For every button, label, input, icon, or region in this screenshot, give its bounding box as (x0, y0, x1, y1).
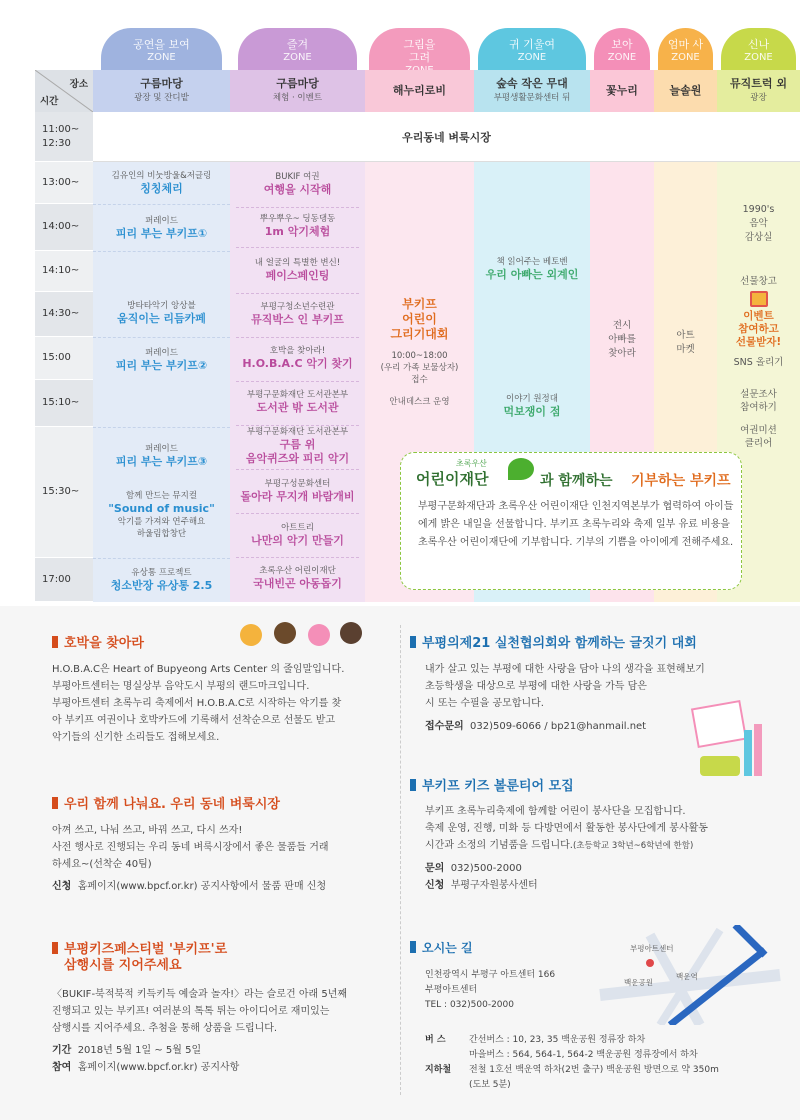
slogan-text: 〈BUKIF-북적북적 키득키득 예술과 놀자!〉라는 슬로건 아래 5년째 진행되고 있는 부키프! 여러분의 톡톡 튀는 아이디어로 재미있는 삼행시를 지어주세요. 추첨을 통해 상품을 드립니다. 기간 2018년 5월 1일 ~ 5월 5일 참여 홈페이지(www.bpcf.or.kr) 공지사항 (52, 989, 348, 1073)
event-drawing-contest: 부키프 어린이 그리기대회 10:00~18:00 (우리 가족 보물상자) 접수 안내데스크 운영 (380, 297, 459, 407)
time-cell: 13:00~ (35, 162, 93, 204)
event-meokbo: 이야기 원정대 먹보쟁이 점 (503, 394, 561, 418)
leaf-icon (508, 458, 534, 480)
time-cell: 15:00 (35, 337, 93, 380)
col2-event-10: 초록우산 어린이재단 국내빈곤 아동돕기 (253, 566, 342, 590)
venue-header-4: 숲속 작은 무대 부평생활문화센터 뒤 (474, 70, 590, 112)
col2-event-6: 부평구문화재단 도서관본부 도서관 밖 도서관 (246, 390, 349, 414)
directions-address: 인천광역시 부평구 아트센터 166 부평아트센터 TEL : 032)500-2000 (425, 970, 556, 1010)
directions-transit: 버 스 간선버스 : 10, 23, 35 백운공원 정류장 하차 마을버스 : 564, 564-1, 564-2 백운공원 정류장에서 하차 지하철 전철 1호선 백운역 하차(2번 출구) 백운공원 방면으로 약 350m (도보 5분) (425, 1035, 719, 1090)
venue-header-1: 구름마당 광장 및 잔디밭 (93, 70, 230, 112)
time-cell: 15:10~ (35, 380, 93, 427)
event-alien-dad: 책 읽어주는 베토벤 우리 아빠는 외계인 (485, 257, 579, 281)
col2-event-9: 아트트리 나만의 악기 만들기 (251, 523, 344, 547)
kids-illustration (240, 620, 370, 660)
col2-event-2: 뿌우뿌우~ 딩동댕동 1m 악기체험 (259, 214, 336, 238)
event-find-dad: 전시 아빠를 찾아라 (608, 320, 636, 359)
event-parade-3: 퍼레이드 피리 부는 부키프③ (115, 444, 208, 468)
directions-title: 오시는 길 (410, 940, 473, 956)
event-chingching: 김유인의 비눗방울&저글링 칭칭체리 (111, 171, 212, 195)
donation-title: 초록우산 어린이재단 과 함께하는 기부하는 부키프 (416, 459, 731, 489)
venue-header-7: 뮤직트럭 외 광장 (717, 70, 800, 112)
zone-header-7: 신나 ZONE (721, 28, 796, 70)
time-cell: 11:00~ 12:30 (35, 112, 93, 162)
header-time: 시간 (40, 96, 59, 107)
venue-header-6: 늘솔원 (654, 70, 717, 112)
venue-header-5: 꽃누리 (590, 70, 654, 112)
col2-event-3: 내 얼굴의 특별한 변신! 페이스페인팅 (254, 258, 341, 282)
donation-text: 부평구문화재단과 초록우산 어린이재단 인천지역본부가 협력하여 아이들에게 밝은 내일을 선물합니다. 부키프 초록누리와 축제 일부 유료 비용을 초록우산 어린이재단에 기부합니다. 기부의 기쁨을 아이에게 전해주세요. (418, 501, 734, 548)
event-parade-1: 퍼레이드 피리 부는 부키프① (115, 215, 208, 240)
map: 부평아트센터 백운공원 백운역 (590, 925, 790, 1025)
zone-header-5: 보아 ZONE (594, 28, 650, 70)
col2-event-1: BUKIF 여권 여행을 시작해 (263, 172, 332, 196)
event-art-market: 아트 마켓 (676, 330, 695, 355)
writing-illustration (690, 700, 770, 780)
header-place: 장소 (69, 79, 88, 90)
flea-title: 우리 함께 나눠요. 우리 동네 벼룩시장 (52, 797, 280, 813)
time-cell: 15:30~ (35, 427, 93, 558)
header-corner (35, 70, 93, 112)
event-parade-2: 퍼레이드 피리 부는 부키프② (115, 348, 208, 372)
contest-title: 부평의제21 실천협의회와 함께하는 글짓기 대회 (410, 636, 697, 652)
time-cell: 14:00~ (35, 204, 93, 251)
venue-header-3: 해누리로비 (365, 70, 474, 112)
col2-event-5: 호박을 찾아라! H.O.B.A.C 악기 찾기 (242, 346, 353, 370)
hobac-title: 호박을 찾아라 (52, 636, 144, 652)
time-cell: 14:10~ (35, 251, 93, 292)
event-gift: 선물창고 이벤트 참여하고 선물받자! SNS 올리기 (733, 275, 784, 368)
info-divider (400, 625, 401, 1095)
event-rhythm-cafe: 방타타악기 앙상블 움직이는 리듬카페 (117, 301, 206, 325)
event-survey: 설문조사 참여하기 (740, 389, 777, 413)
market-label: 우리동네 벼룩시장 (402, 130, 491, 144)
col2-event-4: 부평구청소년수련관 뮤직박스 인 부키프 (251, 302, 344, 326)
zone-header-6: 엄마 사 ZONE (658, 28, 713, 70)
col2-event-7: 부평구문화재단 도서관본부 구름 위 음악퀴즈와 피리 악기 (245, 427, 350, 465)
hobac-text: H.O.B.A.C은 Heart of Bupyeong Arts Center 의 줄임말입니다. 부평아트센터는 명실상부 음악도시 부평의 랜드마크입니다. 부평아트센터 초록누리 축제에서 H.O.B.A.C로 시작하는 악기를 찾 아 부키프 여권이나 호박카드에 기록해서 선착순으로 선물도 받고 악기들의 신기한 소리들도 접해보세요. (52, 664, 345, 743)
slogan-title: 부평키즈페스티벌 '부키프'로 삼행시를 지어주세요 (52, 942, 227, 974)
gift-icon (750, 291, 768, 307)
flea-text: 아껴 쓰고, 나눠 쓰고, 바꿔 쓰고, 다시 쓰자! 사전 행사로 진행되는 우리 동네 벼룩시장에서 좋은 물품들 거래 하세요~(선착순 40팀) 신청 홈페이지(www.bpcf.or.kr) 공지사항에서 물품 판매 신청 (52, 825, 329, 892)
event-passport: 여권미션 클리어 (740, 425, 777, 449)
volunteer-title: 부키프 키즈 볼룬티어 모집 (410, 779, 574, 795)
zone-header-3: 그림을 그려 (369, 28, 470, 70)
market-row (93, 112, 800, 162)
zone-header-1: 공연을 보여 ZONE (101, 28, 222, 70)
volunteer-text: 부키프 초록누리축제에 함께할 어린이 봉사단을 모집합니다. 축제 운영, 진행, 미화 등 다방면에서 활동한 봉사단에게 봉사활동 시간과 소정의 기념품을 드립니다.(초등학교 3학년~6학년에 한함) 문의 032)500-2000 신청 부평구자원봉사센터 (425, 806, 708, 891)
col2-event-8: 부평구성문화센터 돌아라 무지개 바람개비 (240, 479, 355, 503)
zone-header-4: 귀 기울여 ZONE (478, 28, 586, 70)
zone-header-2: 즐겨 ZONE (238, 28, 357, 70)
venue-header-2: 구름마당 체험 · 이벤트 (230, 70, 365, 112)
time-cell: 17:00 (35, 558, 93, 602)
time-cell: 14:30~ (35, 292, 93, 337)
contest-text: 내가 살고 있는 부평에 대한 사랑을 담아 나의 생각을 표현해보기 초등학생을 대상으로 부평에 대한 사랑을 가득 담은 시 또는 수필을 공모합니다. 접수문의 032)509-6066 / bp21@hanmail.net (425, 664, 705, 732)
event-yusangtong: 유상통 프로젝트 청소반장 유상통 2.5 (110, 568, 213, 592)
event-sound-of-music: 함께 만드는 뮤지컬 "Sound of music" 악기를 가져와 연주해요 하울림합창단 (108, 491, 215, 539)
event-1990s: 1990's 음악 감상실 (742, 204, 775, 243)
